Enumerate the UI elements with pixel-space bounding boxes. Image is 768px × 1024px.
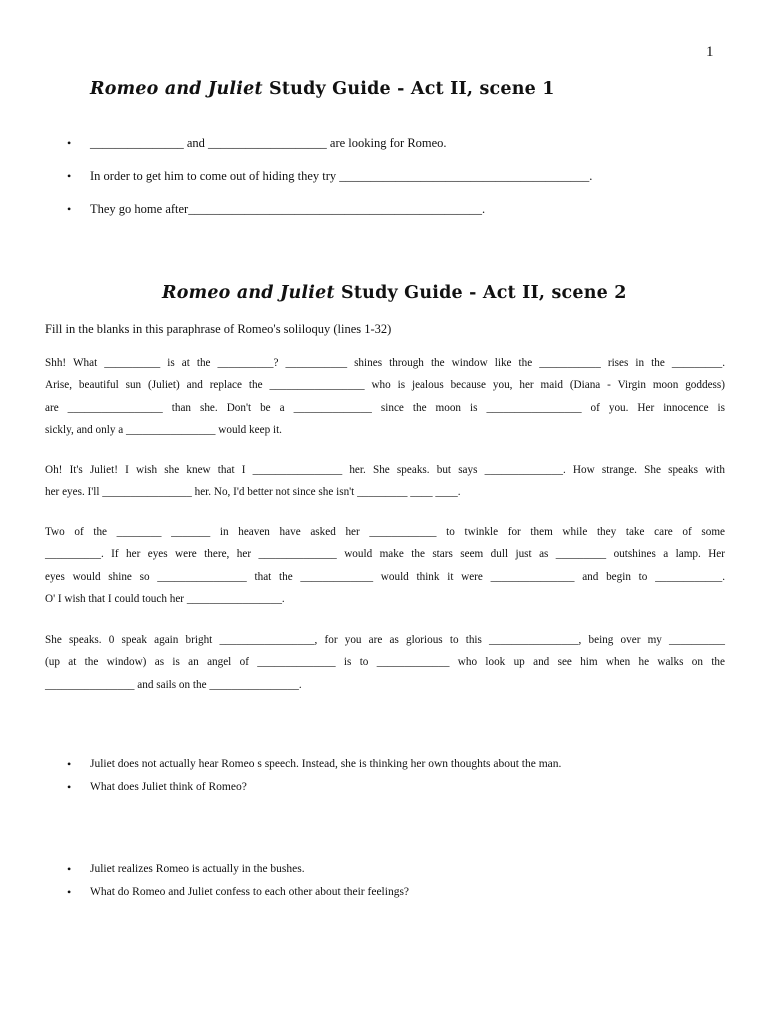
scene2-bullet-item: • What does Juliet think of Romeo? [67,780,561,803]
paragraph-line: are _________________ than she. Don't be a ______________ since the moon is _________________ of you. Her innocence is [45,401,725,414]
paragraph-line: Shh! What __________ is at the __________? ___________ shines through the window like the ___________ rises in the _________. [45,357,725,369]
paraphrase-paragraph-2 [45,459,725,504]
paragraph-line: __________. If her eyes were there, her ______________ would make the stars seem dull just as _________ outshines a lamp. Her [45,548,725,561]
paragraph-line: sickly, and only a ________________ would keep it. [45,423,282,436]
paraphrase-paragraph-4 [45,629,725,696]
scene2-title-rest: Study Guide - Act II, scene 2 [334,283,627,303]
paragraph-line: She speaks. 0 speak again bright _________________, for you are as glorious to this ________________, being over my __________ [45,634,725,646]
scene1-title [90,79,555,99]
scene2-bullet-list-a [67,757,561,803]
scene1-bullet-list [67,136,592,235]
paragraph-line: Arise, beautiful sun (Juliet) and replace the _________________ who is jealous because you, her maid (Diana - Virgin moon goddess) [45,379,725,392]
scene2-bullet-list-b [67,862,409,908]
scene2-title [162,283,627,303]
paragraph-line: Two of the ________ _______ in heaven have asked her ____________ to twinkle for them while they take care of some [45,526,725,538]
paraphrase-paragraph-1 [45,352,725,441]
page-number: 1 [706,44,714,60]
paragraph-line: eyes would shine so ________________ that the _____________ would think it were _______________ and begin to ____________. [45,570,725,583]
paraphrase-paragraph-3 [45,521,725,610]
paragraph-line: her eyes. I'll ________________ her. No, I'd better not since she isn't _________ ____ ____. [45,486,461,499]
scene1-bullet-item: • _______________ and ___________________ are looking for Romeo. [67,136,592,169]
scene2-instructions: Fill in the blanks in this paraphrase of Romeo's soliloquy (lines 1-32) [45,322,392,336]
paragraph-line: (up at the window) as is an angel of ______________ is to _____________ who look up and see him when he walks on the [45,656,725,669]
paragraph-line: Oh! It's Juliet! I wish she knew that I ________________ her. She speaks. but says ______________. How strange. She speaks with [45,464,725,476]
paragraph-line: ________________ and sails on the ________________. [45,678,302,691]
scene2-title-play: Romeo and Juliet [162,283,335,303]
scene2-bullet-item: • What do Romeo and Juliet confess to each other about their feelings? [67,885,409,908]
scene2-bullet-item: • Juliet realizes Romeo is actually in the bushes. [67,862,409,885]
paragraph-line: O' I wish that I could touch her _________________. [45,592,285,605]
scene2-bullet-item: • Juliet does not actually hear Romeo s speech. Instead, she is thinking her own thoughts about the man. [67,757,561,780]
scene1-title-rest: Study Guide - Act II, scene 1 [262,79,555,99]
scene1-bullet-item: • In order to get him to come out of hiding they try ________________________________________. [67,169,592,202]
scene1-title-play: Romeo and Juliet [90,79,263,99]
scene1-bullet-item: • They go home after_______________________________________________. [67,202,592,235]
